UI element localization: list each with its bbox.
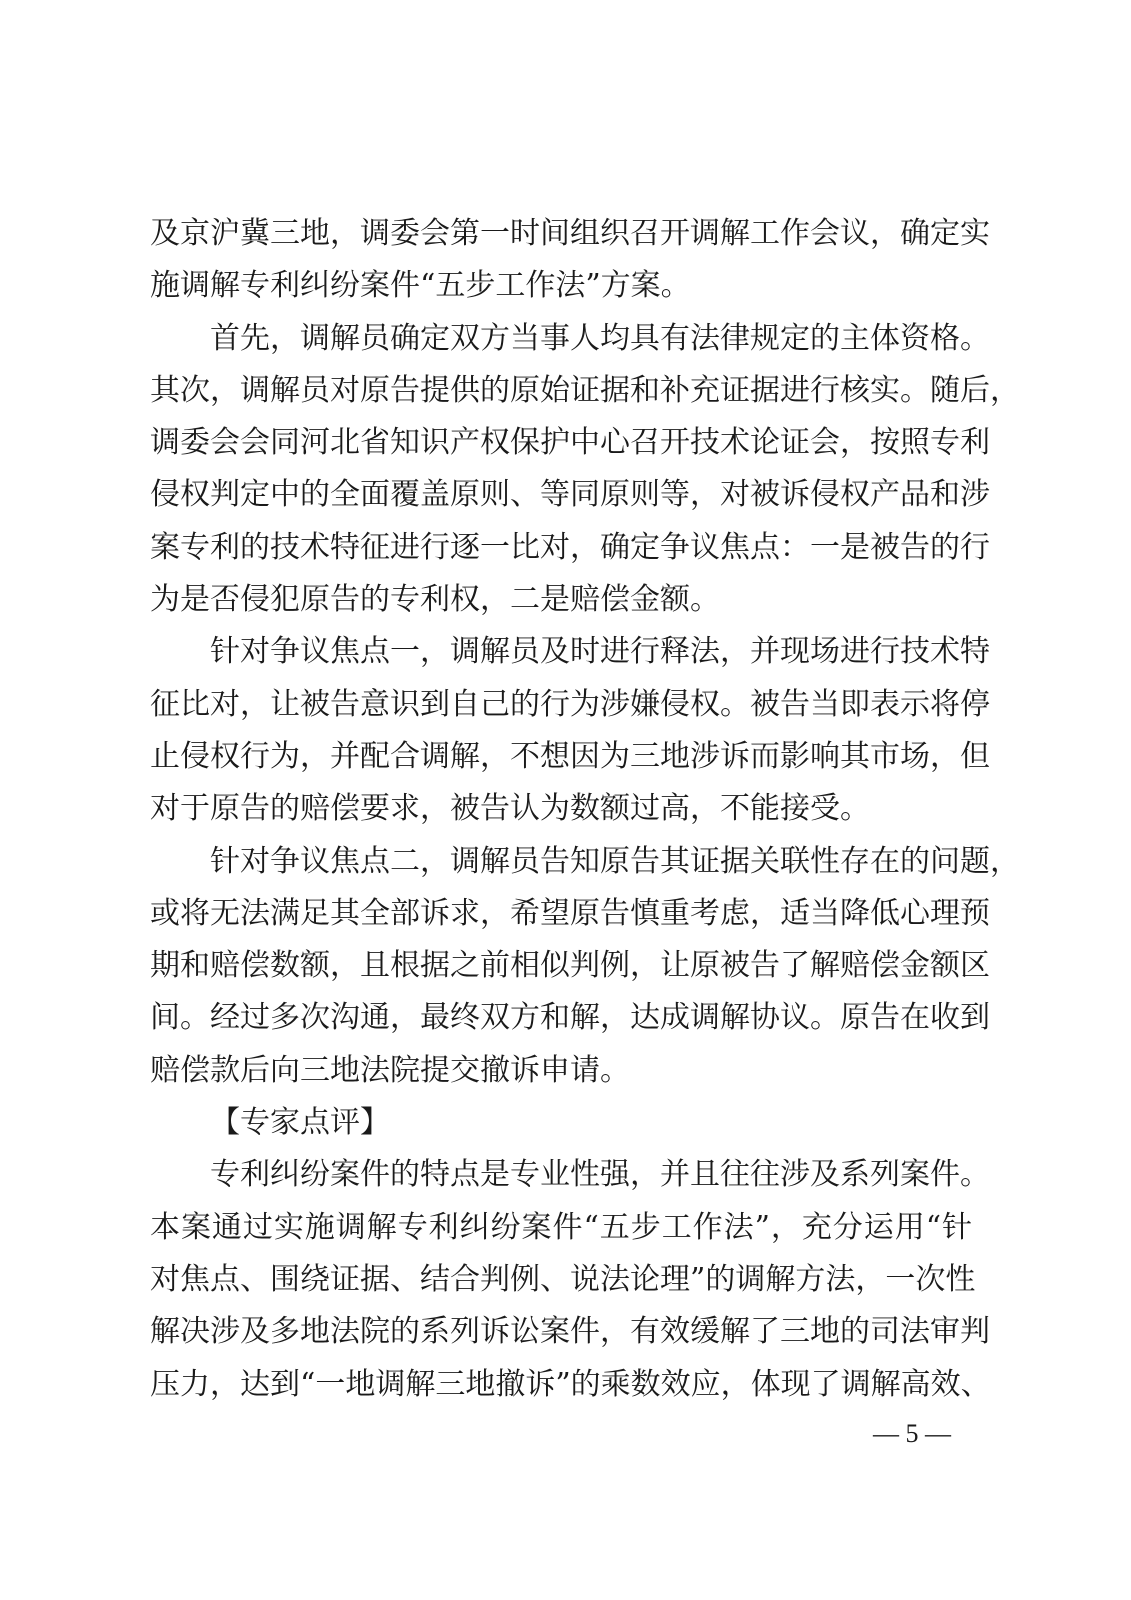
text-line: 赔偿款后向三地法院提交撤诉申请。 bbox=[150, 1052, 630, 1088]
section-heading-expert-review: 【专家点评】 bbox=[210, 1105, 390, 1141]
text-line: 解决涉及多地法院的系列诉讼案件，有效缓解了三地的司法审判 bbox=[150, 1314, 990, 1350]
text-line: 其次，调解员对原告提供的原始证据和补充证据进行核实。随后， bbox=[150, 372, 1020, 408]
text-line: 期和赔偿数额，且根据之前相似判例，让原被告了解赔偿金额区 bbox=[150, 948, 990, 984]
text-line: 本案通过实施调解专利纠纷案件“五步工作法”，充分运用“针 bbox=[150, 1209, 972, 1245]
text-line: 施调解专利纠纷案件“五步工作法”方案。 bbox=[150, 268, 691, 304]
text-line: 为是否侵犯原告的专利权，二是赔偿金额。 bbox=[150, 582, 720, 618]
paragraph-start-line: 首先，调解员确定双方当事人均具有法律规定的主体资格。 bbox=[210, 320, 990, 356]
text-line: 对焦点、围绕证据、结合判例、说法论理”的调解方法，一次性 bbox=[150, 1261, 976, 1297]
text-line: 对于原告的赔偿要求，被告认为数额过高，不能接受。 bbox=[150, 791, 870, 827]
text-line: 及京沪冀三地，调委会第一时间组织召开调解工作会议，确定实 bbox=[150, 216, 990, 251]
text-line: 止侵权行为，并配合调解，不想因为三地涉诉而影响其市场，但 bbox=[150, 738, 990, 774]
text-line: 案专利的技术特征进行逐一比对，确定争议焦点：一是被告的行 bbox=[150, 529, 990, 565]
text-line: 压力，达到“一地调解三地撤诉”的乘数效应，体现了调解高效、 bbox=[150, 1366, 991, 1402]
text-line: 或将无法满足其全部诉求，希望原告慎重考虑，适当降低心理预 bbox=[150, 895, 990, 931]
body-text bbox=[150, 208, 1020, 1411]
text-line: 征比对，让被告意识到自己的行为涉嫌侵权。被告当即表示将停 bbox=[150, 686, 990, 722]
page-number: — 5 — bbox=[873, 1419, 951, 1448]
paragraph-start-line: 针对争议焦点二，调解员告知原告其证据关联性存在的问题， bbox=[210, 843, 1020, 879]
paragraph-start-line: 针对争议焦点一，调解员及时进行释法，并现场进行技术特 bbox=[210, 634, 990, 670]
text-line: 侵权判定中的全面覆盖原则、等同原则等，对被诉侵权产品和涉 bbox=[150, 477, 990, 513]
paragraph-start-line: 专利纠纷案件的特点是专业性强，并且往往涉及系列案件。 bbox=[210, 1157, 990, 1193]
text-line: 间。经过多次沟通，最终双方和解，达成调解协议。原告在收到 bbox=[150, 1000, 990, 1036]
text-line: 调委会会同河北省知识产权保护中心召开技术论证会，按照专利 bbox=[150, 425, 990, 461]
